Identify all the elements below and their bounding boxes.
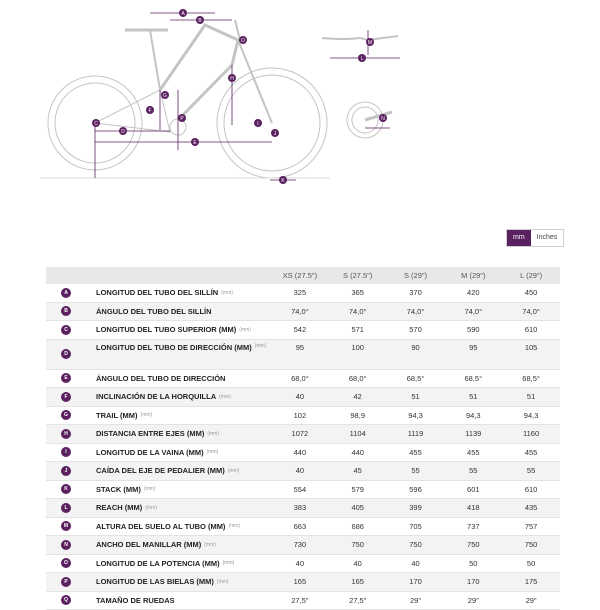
row-unit: (mm) — [217, 579, 229, 585]
dimension-letter: D — [121, 129, 125, 135]
table-cell: 663 — [271, 518, 329, 536]
table-cell: 55 — [502, 462, 560, 480]
table-cell: 730 — [271, 536, 329, 554]
table-cell: 102 — [271, 407, 329, 425]
unit-mm-button[interactable]: mm — [507, 230, 531, 246]
row-label: LONGITUD DE LA POTENCIA (MM) — [96, 559, 220, 568]
column-header: XS (27.5") — [271, 267, 329, 284]
dimension-letter: F — [148, 108, 151, 114]
table-cell: 90 — [387, 340, 445, 369]
row-badge: O — [61, 558, 71, 568]
row-badge: K — [61, 484, 71, 494]
row-badge: E — [61, 373, 71, 383]
table-cell: 1139 — [444, 425, 502, 443]
table-cell: 750 — [387, 536, 445, 554]
row-unit: (mm) — [228, 523, 240, 529]
row-badge: J — [61, 466, 71, 476]
row-badge: G — [61, 410, 71, 420]
table-cell: 455 — [444, 444, 502, 462]
table-cell: 686 — [329, 518, 387, 536]
table-cell: 579 — [329, 481, 387, 499]
table-row — [46, 284, 560, 303]
row-label: STACK (MM) — [96, 485, 141, 494]
row-label: TRAIL (MM) — [96, 411, 138, 420]
table-cell: 68,5° — [502, 370, 560, 388]
rear-triangle — [95, 90, 170, 132]
table-cell: 27,5" — [271, 592, 329, 610]
table-row — [46, 340, 560, 370]
table-cell: 590 — [444, 321, 502, 339]
table-row — [46, 462, 560, 481]
table-cell: 29" — [502, 592, 560, 610]
row-badge: C — [61, 325, 71, 335]
dimension-letter: K — [281, 178, 285, 184]
row-badge: I — [61, 447, 71, 457]
table-cell: 554 — [271, 481, 329, 499]
dimension-letter: A — [181, 11, 185, 17]
table-cell: 29" — [444, 592, 502, 610]
row-badge: Q — [61, 595, 71, 605]
row-badge: M — [61, 521, 71, 531]
row-unit: (mm) — [219, 394, 231, 400]
table-cell: 705 — [387, 518, 445, 536]
row-badge: H — [61, 429, 71, 439]
seat-post — [150, 30, 160, 90]
table-cell: 418 — [444, 499, 502, 517]
table-cell: 383 — [271, 499, 329, 517]
table-row — [46, 499, 560, 518]
table-cell: 74,0° — [387, 303, 445, 321]
table-row — [46, 481, 560, 500]
table-cell: 596 — [387, 481, 445, 499]
table-cell: 68,0° — [329, 370, 387, 388]
row-unit: (mm) — [239, 327, 251, 333]
row-unit: (mm) — [141, 412, 153, 418]
row-unit: (mm) — [145, 505, 157, 511]
table-row — [46, 573, 560, 592]
row-unit: (mm) — [228, 468, 240, 474]
table-row — [46, 303, 560, 322]
unit-inches-button[interactable]: Inches — [531, 230, 564, 246]
table-cell: 95 — [271, 340, 329, 369]
dimension-letter: E — [193, 140, 197, 146]
table-cell: 40 — [387, 555, 445, 573]
dimension-letter: B — [198, 18, 202, 24]
row-unit: (mm) — [204, 542, 216, 548]
table-cell: 50 — [444, 555, 502, 573]
table-cell: 757 — [502, 518, 560, 536]
table-row — [46, 536, 560, 555]
dimension-letter: H — [230, 76, 234, 82]
dimension-letter: O — [241, 38, 245, 44]
table-cell: 1104 — [329, 425, 387, 443]
row-label: INCLINACIÓN DE LA HORQUILLA — [96, 392, 216, 401]
main-frame — [160, 25, 238, 120]
table-cell: 27,5" — [329, 592, 387, 610]
table-cell: 42 — [329, 388, 387, 406]
table-cell: 455 — [502, 444, 560, 462]
table-cell: 98,9 — [329, 407, 387, 425]
table-cell: 170 — [387, 573, 445, 591]
table-cell: 94,3 — [444, 407, 502, 425]
row-label: LONGITUD DE LA VAINA (MM) — [96, 448, 204, 457]
table-cell: 51 — [387, 388, 445, 406]
row-unit: (mm) — [255, 343, 267, 349]
table-row — [46, 407, 560, 426]
table-cell: 365 — [329, 284, 387, 302]
table-cell: 450 — [502, 284, 560, 302]
table-cell: 165 — [271, 573, 329, 591]
table-cell: 105 — [502, 340, 560, 369]
row-unit: (mm) — [207, 449, 219, 455]
row-unit: (mm) — [223, 560, 235, 566]
row-label: REACH (MM) — [96, 503, 142, 512]
dimension-letter: N — [381, 116, 385, 122]
table-cell: 74,0° — [502, 303, 560, 321]
table-cell: 175 — [502, 573, 560, 591]
table-cell: 51 — [502, 388, 560, 406]
table-cell: 610 — [502, 481, 560, 499]
row-badge: P — [61, 577, 71, 587]
row-label: ALTURA DEL SUELO AL TUBO (MM) — [96, 522, 225, 531]
table-row — [46, 555, 560, 574]
row-label: DISTANCIA ENTRE EJES (MM) — [96, 429, 204, 438]
row-unit: (mm) — [144, 486, 156, 492]
table-cell: 165 — [329, 573, 387, 591]
row-badge: N — [61, 540, 71, 550]
dimension-letter: C — [94, 121, 98, 127]
table-cell: 440 — [329, 444, 387, 462]
table-cell: 750 — [502, 536, 560, 554]
table-cell: 74,0° — [329, 303, 387, 321]
row-badge: B — [61, 306, 71, 316]
row-badge: A — [61, 288, 71, 298]
table-cell: 440 — [271, 444, 329, 462]
table-cell: 610 — [502, 321, 560, 339]
table-cell: 55 — [387, 462, 445, 480]
table-cell: 94,3 — [502, 407, 560, 425]
unit-toggle — [506, 229, 564, 247]
dimension-letter: J — [274, 131, 277, 137]
dimension-letter: I — [257, 121, 258, 127]
table-cell: 68,0° — [271, 370, 329, 388]
table-cell: 542 — [271, 321, 329, 339]
table-row — [46, 592, 560, 610]
table-cell: 29" — [387, 592, 445, 610]
row-label: ÁNGULO DEL TUBO DEL SILLÍN — [96, 307, 212, 316]
table-row — [46, 388, 560, 407]
table-cell: 750 — [329, 536, 387, 554]
table-cell: 68,5° — [387, 370, 445, 388]
row-label: LONGITUD DEL TUBO DEL SILLÍN — [96, 288, 218, 297]
table-row — [46, 370, 560, 389]
table-cell: 325 — [271, 284, 329, 302]
fork — [238, 40, 272, 123]
table-cell: 1119 — [387, 425, 445, 443]
stem — [235, 20, 240, 40]
table-cell: 750 — [444, 536, 502, 554]
table-row — [46, 321, 560, 340]
geometry-table — [46, 267, 560, 610]
table-header — [46, 267, 560, 284]
column-header: M (29") — [444, 267, 502, 284]
table-cell: 100 — [329, 340, 387, 369]
table-cell: 68,5° — [444, 370, 502, 388]
table-cell: 40 — [271, 462, 329, 480]
table-cell: 435 — [502, 499, 560, 517]
table-cell: 601 — [444, 481, 502, 499]
table-cell: 1072 — [271, 425, 329, 443]
column-header: S (27.5") — [329, 267, 387, 284]
table-row — [46, 444, 560, 463]
row-badge: D — [61, 349, 71, 359]
table-cell: 571 — [329, 321, 387, 339]
row-label: LONGITUD DEL TUBO SUPERIOR (MM) — [96, 325, 236, 334]
table-row — [46, 518, 560, 537]
table-cell: 420 — [444, 284, 502, 302]
table-cell: 74,0° — [271, 303, 329, 321]
handlebar-detail — [322, 36, 398, 40]
table-cell: 51 — [444, 388, 502, 406]
table-cell: 405 — [329, 499, 387, 517]
dimension-letter: P — [180, 116, 184, 122]
dimension-letter: G — [163, 93, 167, 99]
row-label: ÁNGULO DEL TUBO DE DIRECCIÓN — [96, 374, 225, 383]
row-label: TAMAÑO DE RUEDAS — [96, 596, 175, 605]
dimension-letter: M — [368, 40, 372, 46]
table-cell: 170 — [444, 573, 502, 591]
table-row — [46, 425, 560, 444]
row-badge: L — [61, 503, 71, 513]
table-cell: 45 — [329, 462, 387, 480]
table-cell: 370 — [387, 284, 445, 302]
table-cell: 1160 — [502, 425, 560, 443]
row-label: CAÍDA DEL EJE DE PEDALIER (MM) — [96, 466, 225, 475]
table-cell: 74,0° — [444, 303, 502, 321]
row-unit: (mm) — [221, 290, 233, 296]
table-cell: 455 — [387, 444, 445, 462]
row-badge: F — [61, 392, 71, 402]
row-unit: (mm) — [207, 431, 219, 437]
table-cell: 55 — [444, 462, 502, 480]
geometry-diagram — [0, 0, 600, 225]
table-cell: 40 — [271, 388, 329, 406]
table-cell: 40 — [329, 555, 387, 573]
column-header: S (29") — [387, 267, 445, 284]
column-header: L (29") — [502, 267, 560, 284]
table-cell: 737 — [444, 518, 502, 536]
table-cell: 570 — [387, 321, 445, 339]
table-cell: 94,3 — [387, 407, 445, 425]
row-label: ANCHO DEL MANILLAR (MM) — [96, 540, 201, 549]
row-label: LONGITUD DEL TUBO DE DIRECCIÓN (MM) — [96, 343, 252, 352]
table-cell: 50 — [502, 555, 560, 573]
table-cell: 399 — [387, 499, 445, 517]
row-label: LONGITUD DE LAS BIELAS (MM) — [96, 577, 214, 586]
table-cell: 95 — [444, 340, 502, 369]
dimension-letter: L — [361, 56, 364, 62]
table-cell: 40 — [271, 555, 329, 573]
